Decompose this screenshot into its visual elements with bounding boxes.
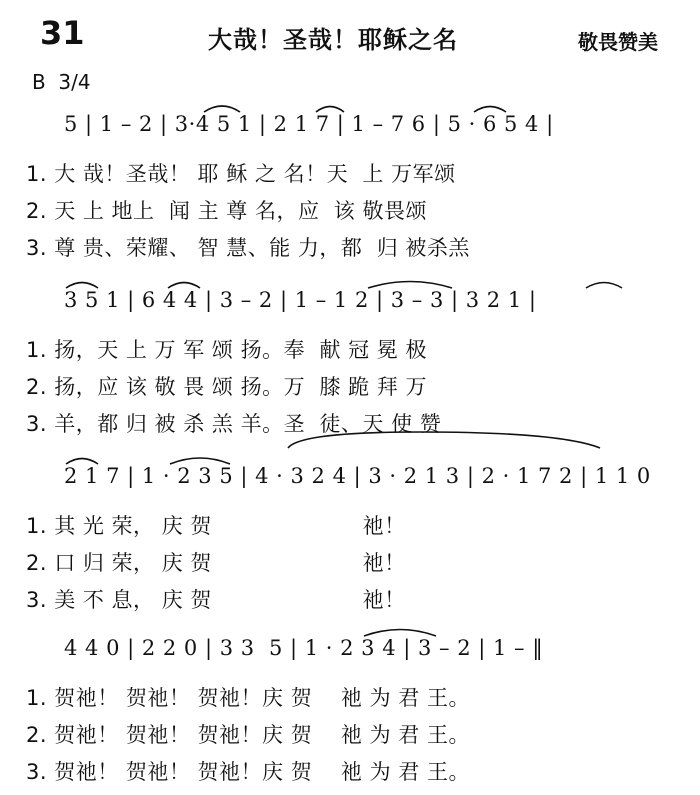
slur-mark: [586, 283, 622, 289]
notation-line-2: 3 5 1 | 6 4 4 | 3 – 2 | 1 – 1 2 | 3 – 3 | 3 2 1 |: [64, 288, 537, 312]
slur-mark: [288, 432, 600, 448]
key-signature: B 3/4: [32, 70, 91, 94]
hymn-number: 31: [40, 14, 85, 52]
lyric-line-2-verse-2: 2. 扬，应 该 敬 畏 颂 扬。万 膝 跪 拜 万: [26, 375, 427, 399]
lyric-line-3-verse-3: 3. 美 不 息， 庆 贺 祂！: [26, 588, 406, 612]
slur-mark: [364, 630, 436, 637]
lyric-line-4-verse-1: 1. 贺祂！ 贺祂！ 贺祂！庆 贺 祂 为 君 王。: [26, 686, 470, 710]
notation-line-3: 2 1 7 | 1 · 2 3 5 | 4 · 3 2 4 | 3 · 2 1 3 | 2 · 1 7 2 | 1 1 0: [64, 464, 651, 488]
notation-line-1: 5 | 1 – 2 | 3·4 5 1 | 2 1 7 | 1 – 7 6 | 5 · 6 5 4 |: [64, 112, 554, 136]
slur-mark: [170, 458, 230, 464]
slur-mark: [204, 106, 240, 112]
slur-mark: [316, 107, 344, 113]
slur-mark: [168, 283, 200, 289]
lyric-line-4-verse-3: 3. 贺祂！ 贺祂！ 贺祂！庆 贺 祂 为 君 王。: [26, 760, 470, 784]
slur-mark: [368, 282, 452, 289]
lyric-line-4-verse-2: 2. 贺祂！ 贺祂！ 贺祂！庆 贺 祂 为 君 王。: [26, 723, 470, 747]
notation-line-4: 4 4 0 | 2 2 0 | 3 3 5 | 1 · 2 3 4 | 3 – 2 | 1 – ‖: [64, 636, 544, 660]
lyric-line-1-verse-1: 1. 大 哉！圣哉！ 耶 稣 之 名！天 上 万军颂: [26, 162, 456, 186]
slur-mark: [66, 459, 98, 465]
lyric-line-2-verse-1: 1. 扬，天 上 万 军 颂 扬。奉 献 冠 冕 极: [26, 338, 427, 362]
hymn-title: 大哉！圣哉！耶稣之名: [208, 26, 458, 54]
hymn-category: 敬畏赞美: [578, 30, 658, 54]
slur-mark: [66, 283, 98, 289]
lyric-line-2-verse-3: 3. 羊，都 归 被 杀 羔 羊。圣 徒、天 使 赞: [26, 412, 442, 436]
lyric-line-3-verse-2: 2. 口 归 荣， 庆 贺 祂！: [26, 551, 406, 575]
slur-mark: [474, 107, 506, 113]
lyric-line-3-verse-1: 1. 其 光 荣， 庆 贺 祂！: [26, 514, 406, 538]
lyric-line-1-verse-3: 3. 尊 贵、荣耀、 智 慧、能 力，都 归 被杀羔: [26, 236, 470, 260]
lyric-line-1-verse-2: 2. 天 上 地上 闻 主 尊 名，应 该 敬畏颂: [26, 199, 427, 223]
